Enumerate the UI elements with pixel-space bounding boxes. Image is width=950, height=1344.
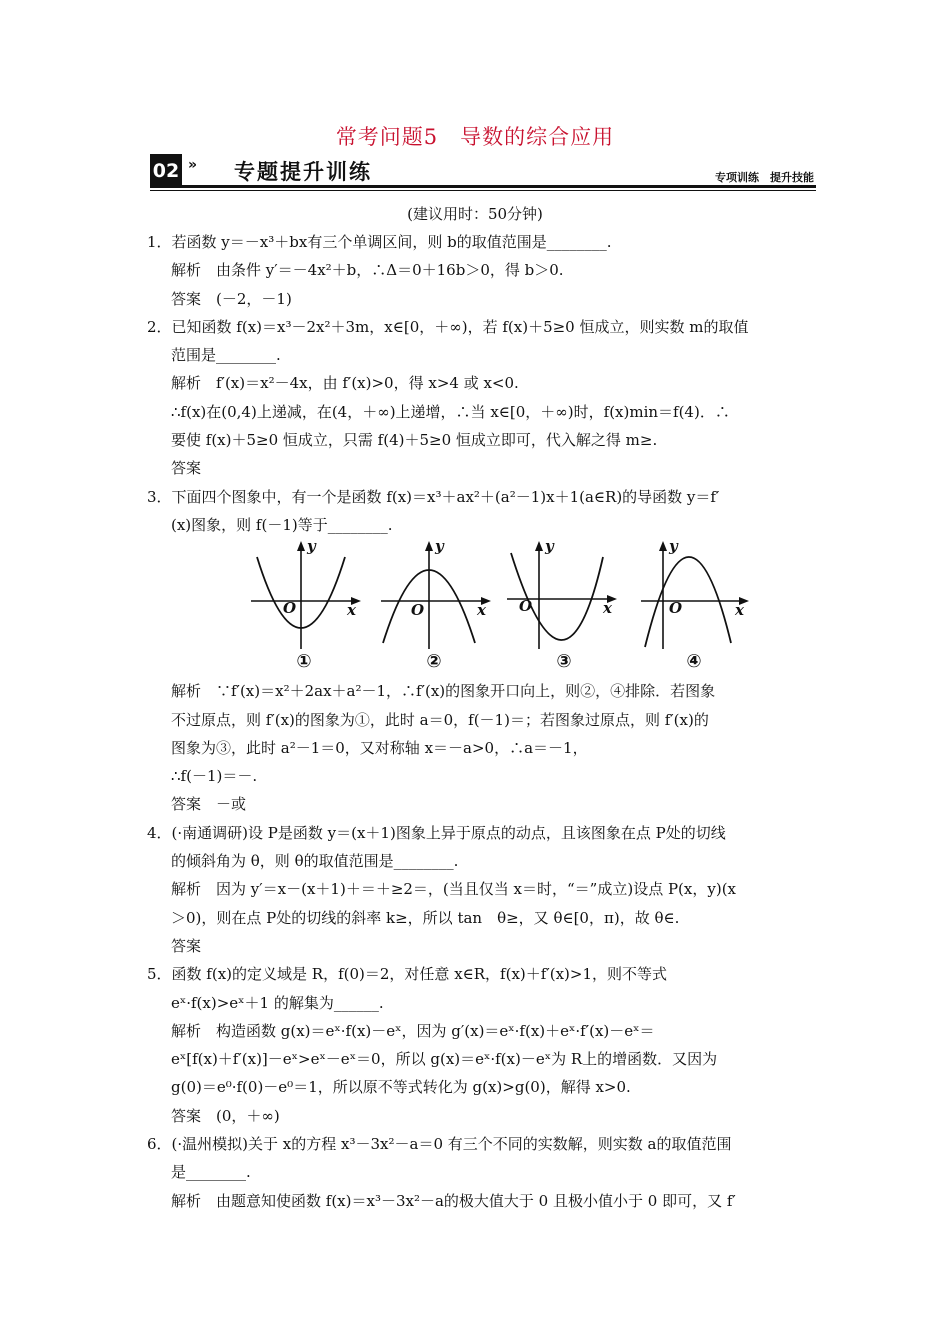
section-banner (150, 152, 816, 190)
origin-label: O (411, 601, 425, 620)
banner-rule-thick (150, 185, 816, 188)
solution-line: 答案 －或 (171, 795, 247, 814)
figure-label-1: ① (296, 651, 312, 673)
solution-line: ∴f(x)在(0,4)上递减，在(4，＋∞)上递增，∴当 x∈[0，＋∞)时，f(x)min＝f(4)．∴ (171, 402, 730, 421)
solution-line: 解析 由条件 y′＝－4x²＋b，∴Δ＝0＋16b＞0，得 b＞0. (171, 261, 564, 280)
figure-row (243, 539, 811, 677)
solution-line: ∴f(－1)＝－. (171, 767, 258, 786)
solution-line: eˣ·f(x)>eˣ＋1 的解集为______. (171, 993, 384, 1012)
graph-figure-2 (373, 539, 495, 677)
text-block-1 (147, 228, 811, 539)
problem-statement-line: 4．(·南通调研)设 P是函数 y＝(x＋1)图象上异于原点的动点，且该图象在点 P处的切线 (147, 823, 726, 842)
problem-statement-line: 2．已知函数 f(x)＝x³－2x²＋3m，x∈[0，＋∞)，若 f(x)＋5≥0 恒成立，则实数 m的取值 (147, 317, 749, 336)
solution-line: 图象为③，此时 a²－1＝0，又对称轴 x＝－a>0，∴a＝－1， (171, 738, 588, 757)
x-axis-label: x (735, 601, 744, 620)
banner-rule-thin (150, 190, 816, 191)
graph-figure-4 (633, 539, 755, 677)
origin-label: O (283, 599, 297, 618)
section-number-badge: 02 (150, 154, 182, 188)
section-heading: 专题提升训练 (234, 160, 372, 184)
solution-line: 要使 f(x)＋5≥0 恒成立，只需 f(4)＋5≥0 恒成立即可，代入解之得 m≥. (171, 431, 658, 450)
section-subheading: 专项训练 提升技能 (715, 171, 814, 184)
problem-statement-line: 5．函数 f(x)的定义域是 R，f(0)＝2，对任意 x∈R，f(x)＋f′(x)>1，则不等式 (147, 965, 668, 984)
graph-figure-3 (503, 539, 625, 677)
solution-line: ＞0)，则在点 P处的切线的斜率 k≥，所以 tan θ≥，又 θ∈[0，π)，故 θ∈. (171, 908, 680, 927)
page-title: 常考问题5 导数的综合应用 (335, 125, 615, 149)
solution-line: 解析 由题意知使函数 f(x)＝x³－3x²－a的极大值大于 0 且极小值小于 0 即可，又 f′ (171, 1191, 736, 1210)
solution-line: 解析 因为 y′＝x－(x＋1)＋＝＋≥2＝，(当且仅当 x＝时，“＝”成立)设点 P(x，y)(x (171, 880, 737, 899)
solution-line: (x)图象，则 f(－1)等于________. (171, 515, 393, 534)
y-axis-label: y (435, 537, 444, 556)
text-block-2 (147, 677, 811, 1215)
suggested-time: (建议用时：50分钟) (407, 205, 543, 223)
solution-line: g(0)＝e⁰·f(0)－e⁰＝1，所以原不等式转化为 g(x)>g(0)，解得 x>0. (171, 1078, 631, 1097)
solution-line: 解析 ∵f′(x)＝x²＋2ax＋a²－1，∴f′(x)的图象开口向上，则②，④排除．若图象 (171, 682, 716, 701)
solution-line: 范围是________. (171, 346, 281, 365)
y-axis-label: y (545, 537, 554, 556)
solution-line: 解析 构造函数 g(x)＝eˣ·f(x)－eˣ，因为 g′(x)＝eˣ·f(x)＋eˣ·f′(x)－eˣ＝ (171, 1021, 655, 1040)
x-axis-label: x (477, 601, 486, 620)
solution-line: 答案 (0，＋∞) (171, 1106, 280, 1125)
solution-line: 答案 (－2，－1) (171, 289, 292, 308)
problem-statement-line: 1．若函数 y＝－x³＋bx有三个单调区间，则 b的取值范围是________. (147, 233, 612, 251)
x-axis-label: x (603, 599, 612, 618)
figure-label-3: ③ (556, 651, 572, 673)
problem-statement-line: 6．(·温州模拟)关于 x的方程 x³－3x²－a＝0 有三个不同的实数解，则实数 a的取值范围 (147, 1135, 732, 1154)
solution-line: eˣ[f(x)＋f′(x)]－eˣ>eˣ－eˣ＝0，所以 g(x)＝eˣ·f(x)－eˣ为 R上的增函数．又因为 (171, 1050, 718, 1069)
chevron-icon: » (188, 157, 198, 173)
solution-line: 是________. (171, 1163, 251, 1182)
y-axis-label: y (669, 537, 678, 556)
origin-label: O (519, 597, 533, 616)
solution-line: 解析 f′(x)＝x²－4x，由 f′(x)>0，得 x>4 或 x<0. (171, 374, 519, 393)
solution-line: 不过原点，则 f′(x)的图象为①，此时 a＝0，f(－1)＝；若图象过原点，则 f′(x)的 (171, 710, 709, 729)
solution-line: 的倾斜角为 θ，则 θ的取值范围是________. (171, 852, 459, 871)
problem-list (147, 228, 811, 1215)
solution-line: 答案 (171, 936, 202, 955)
origin-label: O (669, 599, 683, 618)
x-axis-label: x (347, 601, 356, 620)
problem-statement-line: 3．下面四个图象中，有一个是函数 f(x)＝x³＋ax²＋(a²－1)x＋1(a∈R)的导函数 y＝f′ (147, 487, 720, 506)
y-axis-label: y (307, 537, 316, 556)
solution-line: 答案 (171, 459, 202, 478)
figure-label-4: ④ (686, 651, 702, 673)
figure-label-2: ② (426, 651, 442, 673)
graph-figure-1 (243, 539, 365, 677)
